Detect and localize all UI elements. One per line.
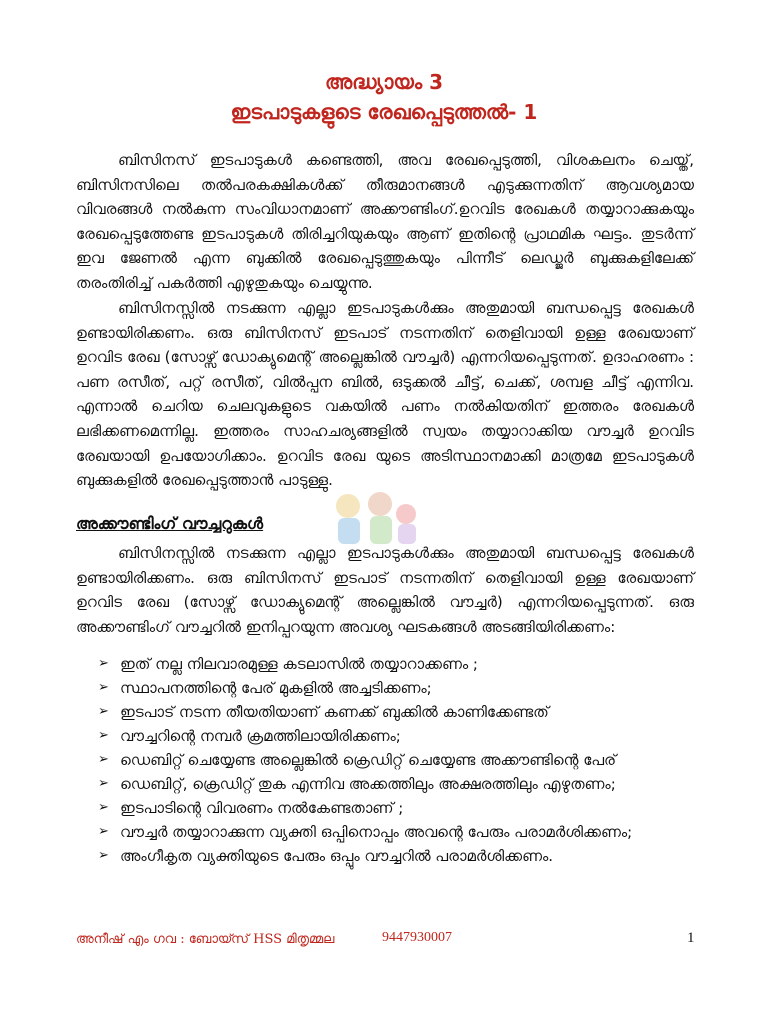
page-number: 1 bbox=[687, 930, 695, 946]
footer-phone: 9447930007 bbox=[382, 930, 452, 945]
list-item: ➢ ഡെബിറ്റ്, ക്രെഡിറ്റ് തുക എന്നിവ അക്കത്തിലും അക്ഷരത്തിലും എഴുതണം; bbox=[96, 772, 696, 796]
chapter-title: അദ്ധ്യായം 3 bbox=[324, 70, 444, 94]
voucher-requirements-list bbox=[96, 652, 696, 868]
arrow-bullet-icon: ➢ bbox=[98, 656, 109, 671]
list-item: ➢ ഇത് നല്ല നിലവാരമുള്ള കടലാസിൽ തയ്യാറാക്കണം ; bbox=[96, 652, 696, 676]
voucher-paragraph: ബിസിനസ്സിൽ നടക്കുന്ന എല്ലാ ഇടപാടുകൾക്കും അതുമായി ബന്ധപ്പെട്ട രേഖകൾ ഉണ്ടായിരിക്കണം. ഒരു ബിസിനസ് ഇടപാട് നടന്നതിന് തെളിവായി ഉള്ള രേഖയാണ് ഉറവിട രേഖ (സോഴ്സ് ഡോക്യുമെന്റ് അല്ലെങ്കിൽ വൗച്ചർ) എന്നറിയപ്പെടുന്നത്. ഒരു അക്കൗണ്ടിംഗ് വൗച്ചറിൽ ഇനിപ്പറയുന്ന അവശ്യ ഘടകങ്ങൾ അടങ്ങിയിരിക്കണം: bbox=[76, 544, 694, 636]
arrow-bullet-icon: ➢ bbox=[98, 824, 109, 839]
list-item: ➢ സ്ഥാപനത്തിന്റെ പേര് മുകളിൽ അച്ചടിക്കണം; bbox=[96, 676, 696, 700]
source-document-paragraph: ബിസിനസ്സിൽ നടക്കുന്ന എല്ലാ ഇടപാടുകൾക്കും അതുമായി ബന്ധപ്പെട്ട രേഖകൾ ഉണ്ടായിരിക്കണം. ഒരു ബിസിനസ് ഇടപാട് നടന്നതിന് തെളിവായി ഉള്ള രേഖയാണ് ഉറവിട രേഖ (സോഴ്സ് ഡോക്യുമെന്റ് അല്ലെങ്കിൽ വൗച്ചർ) എന്നറിയപ്പെടുന്നത്. ഉദാഹരണം : പണ രസീത്, പറ്റ് രസീത്, വിൽപ്പന ബിൽ, ഒടുക്കൽ ചീട്ട്, ചെക്ക്, ശമ്പള ചീട്ട് എന്നിവ. എന്നാൽ ചെറിയ ചെലവുകളുടെ വകയിൽ പണം നൽകിയതിന് ഇത്തരം രേഖകൾ ലഭിക്കണമെന്നില്ല. ഇത്തരം സാഹചര്യങ്ങളിൽ സ്വയം തയ്യാറാക്കിയ വൗച്ചർ ഉറവിട രേഖയായി ഉപയോഗിക്കാം. ഉറവിട രേഖ യുടെ അടിസ്ഥാനമാക്കി മാത്രമേ ഇടപാടുകൾ ബുക്കുകളിൽ രേഖപ്പെടുത്താൻ പാടുള്ളു. bbox=[76, 299, 694, 490]
arrow-bullet-icon: ➢ bbox=[98, 752, 109, 767]
arrow-bullet-icon: ➢ bbox=[98, 776, 109, 791]
arrow-bullet-icon: ➢ bbox=[98, 800, 109, 815]
list-item: ➢ വൗച്ചർ തയ്യാറാക്കുന്ന വ്യക്തി ഒപ്പിനൊപ്പം അവന്റെ പേരും പരാമർശിക്കണം; bbox=[96, 820, 696, 844]
list-item: ➢ വൗച്ചറിന്റെ നമ്പർ ക്രമത്തിലായിരിക്കണം; bbox=[96, 724, 696, 748]
chapter-subtitle: ഇടപാടുകളുടെ രേഖപ്പെടുത്തൽ- 1 bbox=[230, 100, 538, 124]
footer-author: അനീഷ് എം ഗവ : ബോയ്സ് HSS മിതൃമ്മല bbox=[76, 932, 335, 947]
list-item: ➢ അംഗീകൃത വ്യക്തിയുടെ പേരും ഒപ്പും വൗച്ചറിൽ പരാമർശിക്കണം. bbox=[96, 844, 696, 868]
list-item: ➢ ഇടപാട് നടന്ന തീയതിയാണ് കണക്ക് ബുക്കിൽ കാണിക്കേണ്ടത് bbox=[96, 700, 696, 724]
arrow-bullet-icon: ➢ bbox=[98, 728, 109, 743]
section-heading: അക്കൗണ്ടിംഗ് വൗച്ചറുകൾ bbox=[76, 514, 264, 533]
arrow-bullet-icon: ➢ bbox=[98, 704, 109, 719]
list-item: ➢ ഇടപാടിന്റെ വിവരണം നൽകേണ്ടതാണ് ; bbox=[96, 796, 696, 820]
list-item: ➢ ഡെബിറ്റ് ചെയ്യേണ്ട അല്ലെങ്കിൽ ക്രെഡിറ്റ് ചെയ്യേണ്ട അക്കൗണ്ടിന്റെ പേര് bbox=[96, 748, 696, 772]
intro-paragraph: ബിസിനസ് ഇടപാടുകൾ കണ്ടെത്തി, അവ രേഖപ്പെടുത്തി, വിശകലനം ചെയ്ത്, ബിസിനസിലെ തൽപരകക്ഷികൾക്ക് തീരുമാനങ്ങൾ എടുക്കുന്നതിന് ആവശ്യമായ വിവരങ്ങൾ നൽകുന്ന സംവിധാനമാണ് അക്കൗണ്ടിംഗ്.ഉറവിട രേഖകൾ തയ്യാറാക്കുകയും രേഖപ്പെടുത്തേണ്ട ഇടപാടുകൾ തിരിച്ചറിയുകയും ആണ് ഇതിന്റെ പ്രാഥമിക ഘട്ടം. തുടർന്ന് ഇവ ജേണൽ എന്ന ബുക്കിൽ രേഖപ്പെടുത്തുകയും പിന്നീട് ലെഡ്ജർ ബുക്കുകളിലേക്ക് തരംതിരിച്ച് പകർത്തി എഴുതുകയും ചെയ്യുന്നു. bbox=[76, 151, 694, 292]
arrow-bullet-icon: ➢ bbox=[98, 680, 109, 695]
arrow-bullet-icon: ➢ bbox=[98, 848, 109, 863]
